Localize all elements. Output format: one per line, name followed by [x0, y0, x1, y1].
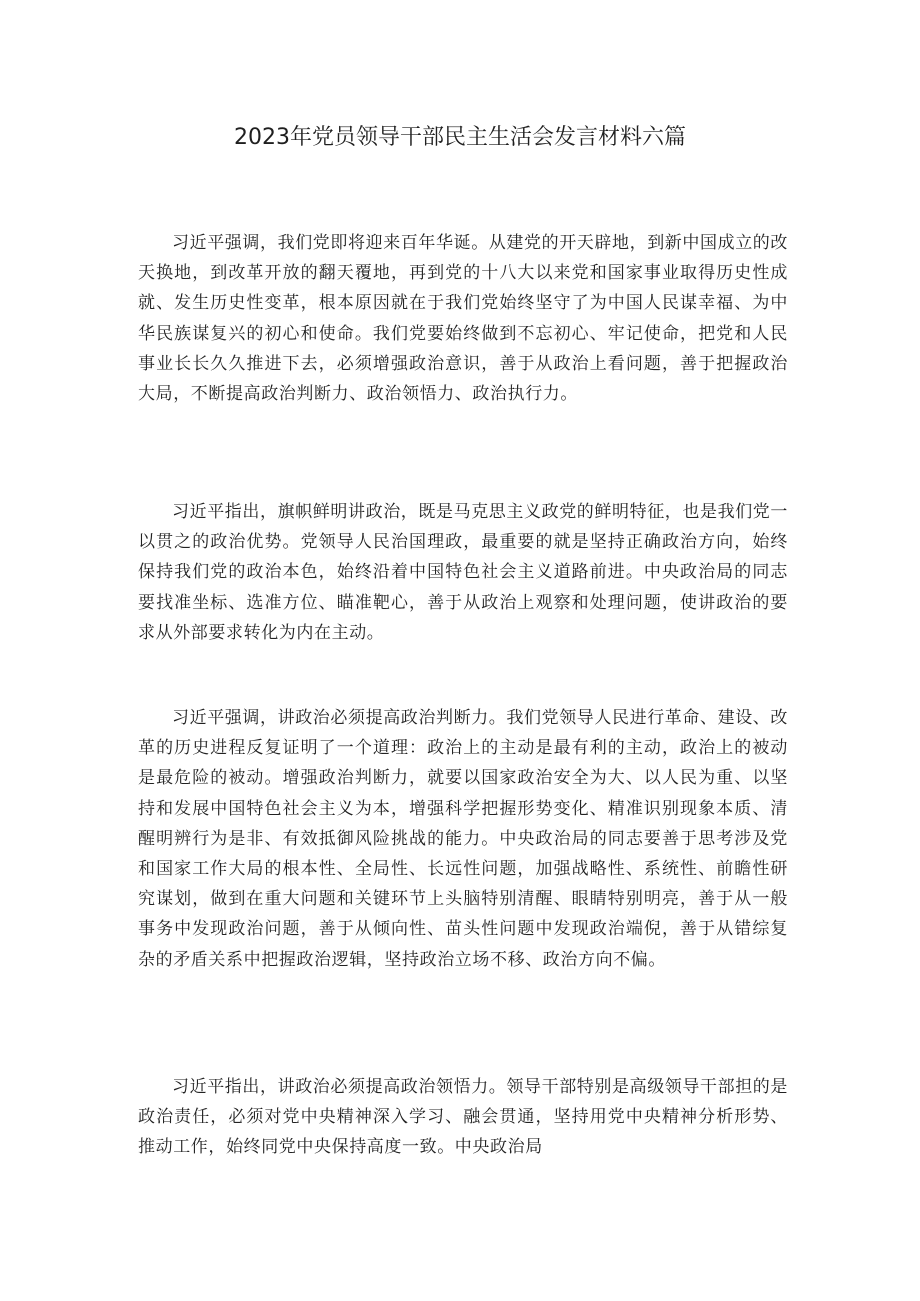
paragraph-2: 习近平指出，旗帜鲜明讲政治，既是马克思主义政党的鲜明特征，也是我们党一以贯之的政治优势。党领导人民治国理政，最重要的就是坚持正确政治方向，始终保持我们党的政治本色，始终沿着中国特色社会主义道路前进。中央政治局的同志要找准坐标、选准方位、瞄准靶心，善于从政治上观察和处理问题，使讲政治的要求从外部要求转化为内在主动。	[138, 502, 788, 643]
paragraph-4: 习近平指出，讲政治必须提高政治领悟力。领导干部特别是高级领导干部担的是政治责任，必须对党中央精神深入学习、融会贯通，坚持用党中央精神分析形势、推动工作，始终同党中央保持高度一致。中央政治局	[138, 1077, 788, 1158]
paragraph-3: 习近平强调，讲政治必须提高政治判断力。我们党领导人民进行革命、建设、改革的历史进程反复证明了一个道理：政治上的主动是最有利的主动，政治上的被动是最危险的被动。增强政治判断力，就要以国家政治安全为大、以人民为重、以坚持和发展中国特色社会主义为本，增强科学把握形势变化、精准识别现象本质、清醒明辨行为是非、有效抵御风险挑战的能力。中央政治局的同志要善于思考涉及党和国家工作大局的根本性、全局性、长远性问题，加强战略性、系统性、前瞻性研究谋划，做到在重大问题和关键环节上头脑特别清醒、眼睛特别明亮，善于从一般事务中发现政治问题，善于从倾向性、苗头性问题中发现政治端倪，善于从错综复杂的矛盾关系中把握政治逻辑，坚持政治立场不移、政治方向不偏。	[138, 708, 788, 970]
document-title: 2023年党员领导干部民主生活会发言材料六篇	[234, 125, 686, 150]
paragraph-1: 习近平强调，我们党即将迎来百年华诞。从建党的开天辟地，到新中国成立的改天换地，到改革开放的翻天覆地，再到党的十八大以来党和国家事业取得历史性成就、发生历史性变革，根本原因就在于我们党始终坚守了为中国人民谋幸福、为中华民族谋复兴的初心和使命。我们党要始终做到不忘初心、牢记使命，把党和人民事业长长久久推进下去，必须增强政治意识，善于从政治上看问题，善于把握政治大局，不断提高政治判断力、政治领悟力、政治执行力。	[138, 233, 788, 405]
